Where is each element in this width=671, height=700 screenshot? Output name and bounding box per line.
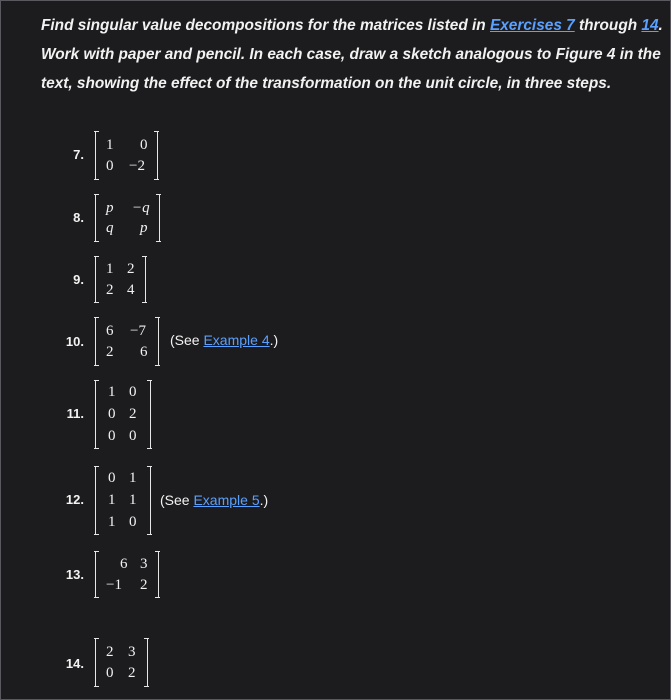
exercise-number: 12. (65, 492, 84, 507)
matrix-entry: 2 (140, 577, 148, 593)
example-5-link[interactable]: Example 5 (193, 492, 260, 508)
matrix (95, 195, 160, 241)
see-example-note (160, 492, 268, 508)
intro-text-1: Find singular value decompositions for the matrices listed in (41, 17, 490, 34)
see-note-open: (See (170, 332, 204, 348)
matrix-entry: 1 (108, 384, 116, 400)
matrix (95, 381, 151, 448)
intro-text-3: . Work with paper and pencil. In each case, draw a sketch analogous to Figure 4 in the text, showing the effect of the transformation on the unit circle, in three steps. (41, 17, 663, 92)
matrix-entry: 1 (106, 261, 114, 277)
matrix-entry: 2 (106, 644, 114, 660)
matrix-entry: 1 (108, 492, 116, 508)
matrix-entry: q (106, 220, 114, 236)
see-note-close: .) (259, 492, 269, 508)
intro-text-2: through (574, 17, 642, 34)
exercise-number: 14. (65, 656, 84, 671)
matrix-entry: 1 (129, 492, 137, 508)
matrix-entry: p (140, 220, 148, 236)
matrix (95, 318, 159, 365)
matrix-entry: −7 (130, 323, 146, 339)
matrix-entry: 6 (106, 323, 114, 339)
matrix (95, 639, 148, 686)
exercise-number: 9. (73, 272, 84, 287)
matrix-entry: 2 (128, 665, 136, 681)
exercise-number: 7. (73, 147, 84, 162)
matrix-entry: 4 (127, 282, 135, 298)
matrix (95, 467, 151, 534)
exercise-number: 10. (65, 334, 84, 349)
matrix-entry: 1 (129, 470, 137, 486)
matrix-entry: −2 (129, 158, 145, 174)
matrix-entry: 0 (108, 406, 116, 422)
matrix-entry: −q (132, 200, 150, 216)
see-note-open: (See (160, 492, 194, 508)
exercise-14-link[interactable]: 14 (641, 17, 659, 34)
matrix-entry: 0 (108, 470, 116, 486)
see-note-close: .) (269, 332, 279, 348)
matrix-entry: 2 (106, 282, 114, 298)
see-example-note (170, 332, 278, 348)
exercise-number: 11. (66, 406, 84, 421)
matrix-entry: 2 (129, 406, 137, 422)
instructions-paragraph (41, 11, 666, 98)
matrix-entry: 0 (129, 428, 137, 444)
exercise-number: 8. (73, 210, 84, 225)
matrix (95, 552, 159, 597)
matrix-entry: 1 (108, 514, 116, 530)
matrix-entry: 0 (129, 514, 137, 530)
matrix-entry: 6 (120, 556, 128, 572)
matrix-entry: 0 (129, 384, 137, 400)
matrix-entry: 3 (140, 556, 148, 572)
matrix-entry: 6 (140, 344, 148, 360)
matrix-entry: 0 (106, 158, 114, 174)
matrix-entry: −1 (106, 577, 122, 593)
exercise-number: 13. (65, 567, 84, 582)
example-4-link[interactable]: Example 4 (203, 332, 270, 348)
exercises-7-link[interactable]: Exercises 7 (489, 17, 575, 34)
matrix-entry: p (106, 200, 114, 216)
matrix-entry: 0 (108, 428, 116, 444)
matrix-entry: 0 (106, 665, 114, 681)
matrix (95, 132, 158, 179)
matrix-entry: 0 (140, 137, 148, 153)
matrix-entry: 3 (128, 644, 136, 660)
matrix-entry: 1 (106, 137, 114, 153)
matrix-entry: 2 (127, 261, 135, 277)
matrix-entry: 2 (106, 344, 114, 360)
matrix (95, 257, 146, 302)
